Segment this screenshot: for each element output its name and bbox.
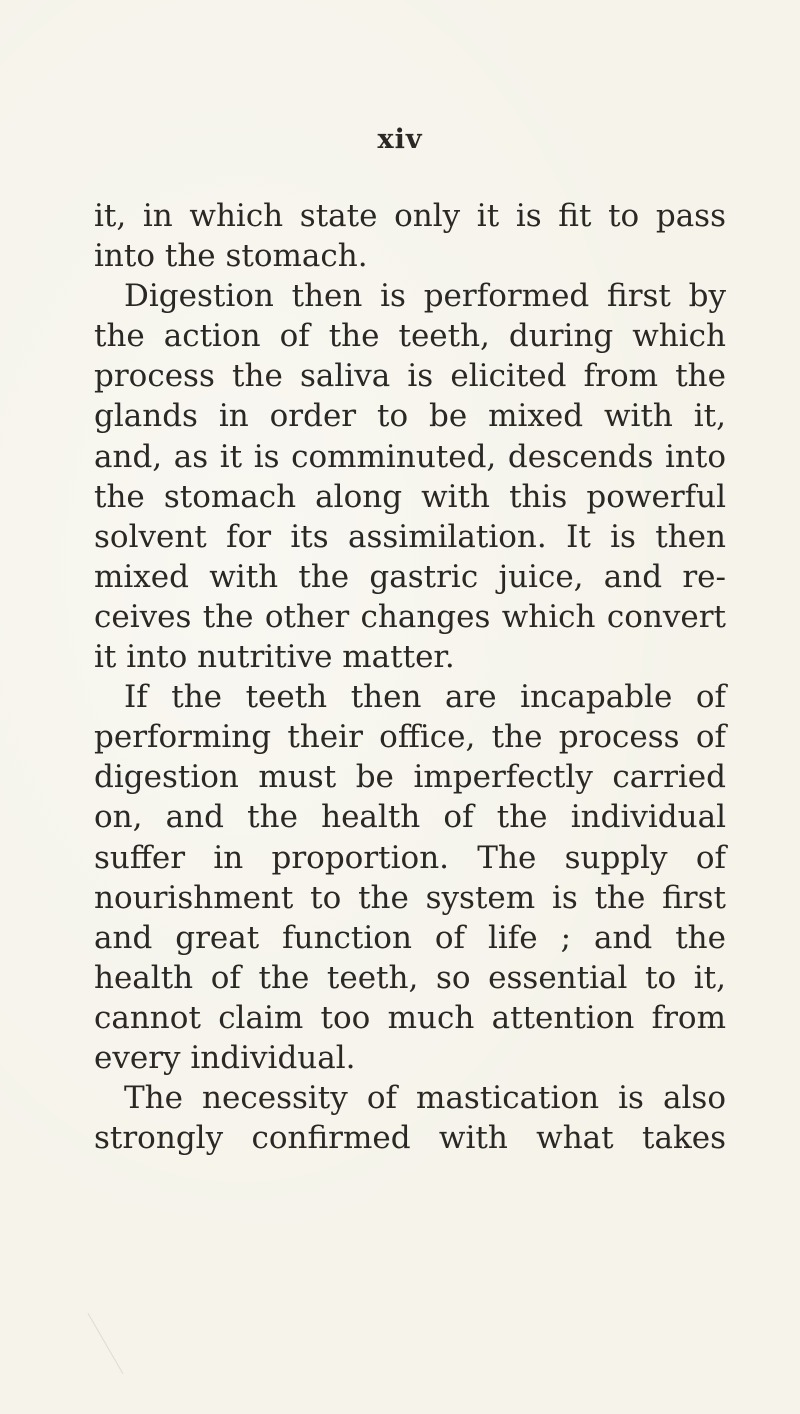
- text-line: every individual.: [94, 1039, 356, 1076]
- page-number: xiv: [377, 124, 423, 155]
- paper-mark: [88, 1306, 136, 1374]
- text-line: performing their office, the process of: [94, 719, 726, 756]
- text-line: nourishment to the system is the first: [94, 879, 726, 916]
- text-line: the action of the teeth, during which: [94, 318, 726, 355]
- text-line: cannot claim too much attention from: [94, 999, 726, 1036]
- text-line: Digestion then is performed first by: [124, 278, 726, 315]
- text-line: health of the teeth, so essential to it,: [94, 959, 726, 996]
- text-line: strongly confirmed with what takes: [94, 1120, 726, 1157]
- text-line: digestion must be imperfectly carried: [94, 759, 726, 796]
- text-line: glands in order to be mixed with it,: [94, 398, 726, 435]
- text-line: solvent for its assimilation. It is then: [94, 518, 726, 555]
- text-line: into the stomach.: [94, 238, 368, 275]
- text-line: and great function of life ; and the: [94, 919, 726, 956]
- text-line: the stomach along with this powerful: [94, 478, 726, 515]
- body-text: [94, 196, 726, 1158]
- text-line: it into nutritive matter.: [94, 639, 455, 676]
- text-line: and, as it is comminuted, descends into: [94, 438, 726, 475]
- text-line: suffer in proportion. The supply of: [94, 839, 726, 876]
- text-line: If the teeth then are incapable of: [124, 679, 726, 716]
- text-line: it, in which state only it is fit to pass: [94, 198, 726, 234]
- text-line: mixed with the gastric juice, and re-: [94, 558, 726, 595]
- text-line: on, and the health of the individual: [94, 799, 726, 836]
- text-line: process the saliva is elicited from the: [94, 358, 726, 395]
- text-line: ceives the other changes which convert: [94, 598, 726, 635]
- text-line: The necessity of mastication is also: [124, 1080, 726, 1117]
